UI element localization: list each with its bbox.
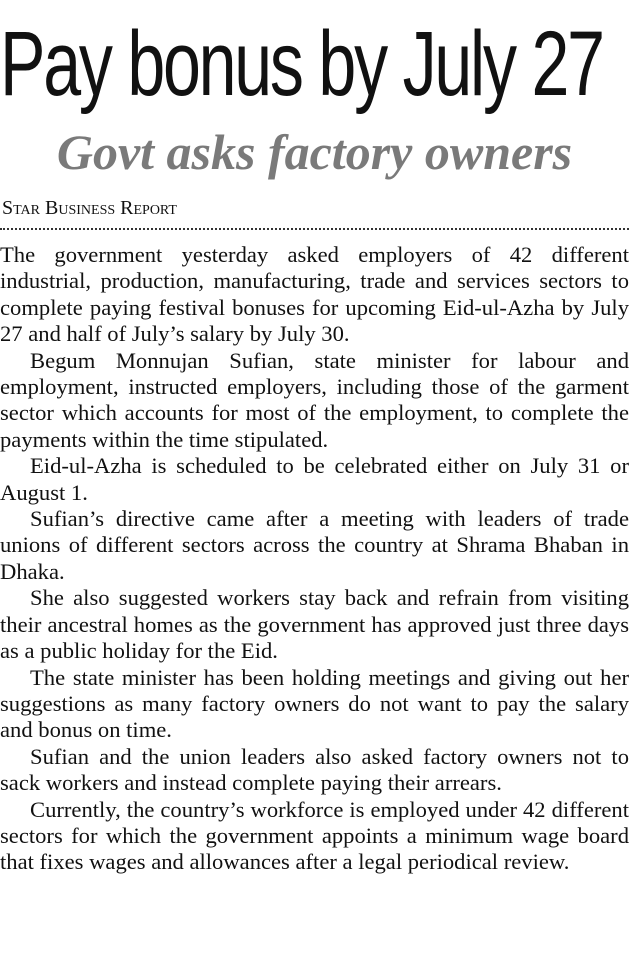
article-byline: Star Business Report — [2, 197, 177, 219]
article-paragraph: Eid-ul-Azha is scheduled to be celebrated either on July 31 or August 1. — [0, 453, 629, 505]
article-paragraph: Sufian’s directive came after a meeting with leaders of trade unions of different sectors across the country at Shrama Bhaban in Dhaka. — [0, 506, 629, 584]
article-paragraph: Sufian and the union leaders also asked factory owners not to sack workers and instead complete paying their arrears. — [0, 743, 629, 796]
article-body — [0, 242, 629, 876]
article-paragraph: The state minister has been holding meetings and giving out her suggestions as many factory owners do not want to pay the salary and bonus on time. — [0, 664, 629, 743]
article-paragraph: The government yesterday asked employers of 42 different industrial, production, manufacturing, trade and services sectors to complete paying festival bonuses for upcoming Eid-ul-Azha by July 27 and half of July’s salary by July 30. — [0, 242, 629, 347]
article-headline: Pay bonus by July 27 — [0, 13, 603, 115]
article-paragraph: Begum Monnujan Sufian, state minister for labour and employment, instructed employers, including those of the garment sector which accounts for most of the employment, to complete the payments within the time stipulated. — [0, 347, 629, 452]
dotted-divider — [0, 228, 629, 230]
article-paragraph: Currently, the country’s workforce is employed under 42 different sectors for which the government appoints a minimum wage board that fixes wages and allowances after a legal periodical review. — [0, 796, 629, 875]
article-paragraph: She also suggested workers stay back and refrain from visiting their ancestral homes as the government has approved just three days as a public holiday for the Eid. — [0, 585, 629, 664]
article-subheadline: Govt asks factory owners — [56, 124, 573, 180]
